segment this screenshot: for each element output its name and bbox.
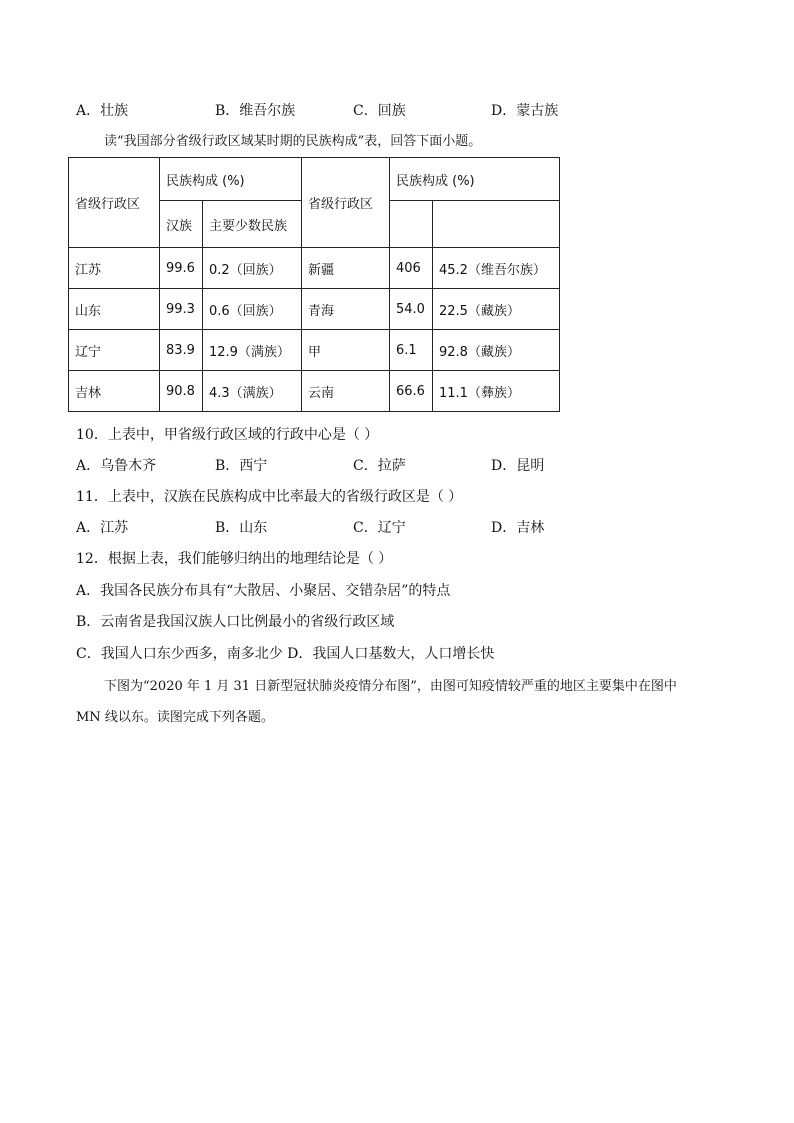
q9-option-c[interactable]: C．回族 <box>353 103 406 119</box>
q11-option-a[interactable]: A．江苏 <box>76 520 129 536</box>
cell-region: 吉林 <box>69 371 160 412</box>
q11-option-c[interactable]: C．辽宁 <box>353 520 406 536</box>
cell-region: 甲 <box>302 330 390 371</box>
cell-han: 99.3 <box>160 289 203 330</box>
cell-region: 辽宁 <box>69 330 160 371</box>
table-row <box>69 371 560 412</box>
q9-option-b[interactable]: B．维吾尔族 <box>215 103 296 119</box>
table-row <box>69 330 560 371</box>
header-composition-left: 民族构成 (%) <box>160 158 302 201</box>
header-han-left: 汉族 <box>160 201 203 248</box>
cell-minority: 45.2（维吾尔族） <box>433 248 560 289</box>
cell-han: 54.0 <box>390 289 433 330</box>
header-han-right-empty <box>390 201 433 248</box>
q12-option-a[interactable]: A．我国各民族分布具有“大散居、小聚居、交错杂居”的特点 <box>76 583 451 599</box>
cell-han: 6.1 <box>390 330 433 371</box>
cell-minority: 22.5（藏族） <box>433 289 560 330</box>
cell-minority: 4.3（满族） <box>203 371 302 412</box>
q11-option-d[interactable]: D．吉林 <box>491 520 545 536</box>
q10-option-d[interactable]: D．昆明 <box>491 458 545 474</box>
q11-option-b[interactable]: B．山东 <box>215 520 268 536</box>
cell-minority: 11.1（彝族） <box>433 371 560 412</box>
header-minority-right-empty <box>433 201 560 248</box>
q11-stem: 11．上表中，汉族在民族构成中比率最大的省级行政区是（ ） <box>76 489 463 505</box>
header-region-right: 省级行政区 <box>302 158 390 248</box>
q12-stem: 12．根据上表，我们能够归纳出的地理结论是（ ） <box>76 551 393 567</box>
cell-region: 青海 <box>302 289 390 330</box>
map-intro-line1: 下图为“2020 年 1 月 31 日新型冠状肺炎疫情分布图”，由图可知疫情较严重的地区主要集中在图中 <box>104 679 677 694</box>
q10-stem: 10．上表中，甲省级行政区域的行政中心是（ ） <box>76 427 379 443</box>
cell-minority: 92.8（藏族） <box>433 330 560 371</box>
cell-han: 90.8 <box>160 371 203 412</box>
map-intro-line2: MN 线以东。读图完成下列各题。 <box>76 710 274 725</box>
q9-option-d[interactable]: D．蒙古族 <box>491 103 559 119</box>
q10-option-a[interactable]: A．乌鲁木齐 <box>76 458 157 474</box>
table-row <box>69 248 560 289</box>
cell-region: 云南 <box>302 371 390 412</box>
header-composition-right: 民族构成 (%) <box>390 158 560 201</box>
cell-han: 83.9 <box>160 330 203 371</box>
header-region-left: 省级行政区 <box>69 158 160 248</box>
cell-minority: 0.6（回族） <box>203 289 302 330</box>
ethnic-composition-table <box>68 157 560 412</box>
header-minority-left: 主要少数民族 <box>203 201 302 248</box>
cell-han: 99.6 <box>160 248 203 289</box>
cell-region: 江苏 <box>69 248 160 289</box>
q10-option-c[interactable]: C．拉萨 <box>353 458 406 474</box>
cell-region: 山东 <box>69 289 160 330</box>
q12-option-cd[interactable]: C．我国人口东少西多，南多北少 D．我国人口基数大，人口增长快 <box>76 646 495 662</box>
q12-option-b[interactable]: B．云南省是我国汉族人口比例最小的省级行政区域 <box>76 614 395 630</box>
cell-region: 新疆 <box>302 248 390 289</box>
cell-han: 406 <box>390 248 433 289</box>
table-row <box>69 289 560 330</box>
table-intro: 读“我国部分省级行政区域某时期的民族构成”表，回答下面小题。 <box>104 134 482 149</box>
cell-minority: 12.9（满族） <box>203 330 302 371</box>
cell-minority: 0.2（回族） <box>203 248 302 289</box>
q9-option-a[interactable]: A．壮族 <box>76 103 129 119</box>
cell-han: 66.6 <box>390 371 433 412</box>
q10-option-b[interactable]: B．西宁 <box>215 458 268 474</box>
